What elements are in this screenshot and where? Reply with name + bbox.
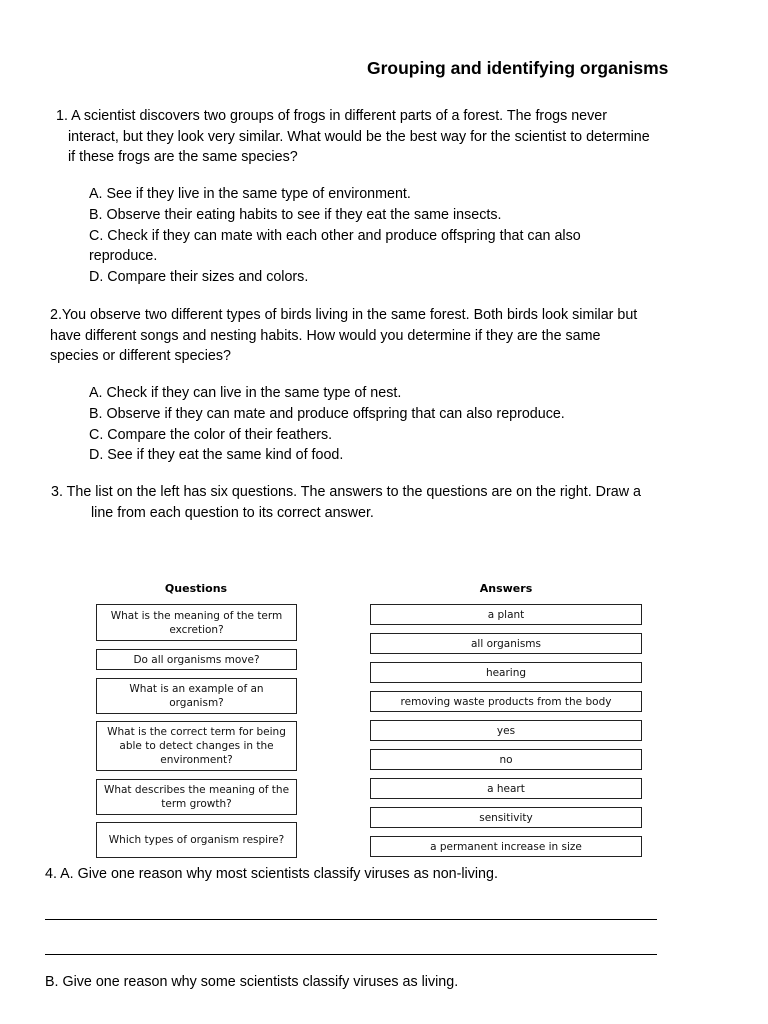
question-1-line: 1. A scientist discovers two groups of frogs in different parts of a forest. The frogs never [56,108,607,124]
matching-answer: a heart [370,778,642,799]
matching-question: What is the meaning of the term excretion? [96,604,297,641]
option-d: D. See if they eat the same kind of food. [89,447,344,464]
question-1-line: interact, but they look very similar. What would be the best way for the scientist to determine [68,128,650,145]
question-1-options [89,184,649,288]
option-d: D. Compare their sizes and colors. [89,269,309,286]
option-c-continued: reproduce. [89,248,158,265]
option-c: C. Check if they can mate with each other and produce offspring that can also [89,227,581,244]
question-3-line: line from each question to its correct answer. [91,504,374,521]
answer-line[interactable] [45,954,657,955]
matching-answer: hearing [370,662,642,683]
question-2 [50,305,700,367]
matching-question: What describes the meaning of the term growth? [96,779,297,815]
option-a: A. See if they live in the same type of environment. [89,186,411,202]
matching-question: What is an example of an organism? [96,678,297,714]
question-3 [51,482,701,523]
matching-answer: a plant [370,604,642,625]
matching-question: What is the correct term for being able to detect changes in the environment? [96,721,297,771]
matching-answer: all organisms [370,633,642,654]
answer-line[interactable] [45,919,657,920]
page-title: Grouping and identifying organisms [367,58,669,78]
matching-answer: sensitivity [370,807,642,828]
question-1-line: if these frogs are the same species? [68,149,298,166]
questions-header: Questions [164,582,228,595]
option-b: B. Observe if they can mate and produce offspring that can also reproduce. [89,405,565,422]
matching-question: Do all organisms move? [96,649,297,670]
question-4b: B. Give one reason why some scientists classify viruses as living. [45,974,459,990]
question-2-line: 2.You observe two different types of birds living in the same forest. Both birds look similar but [50,307,638,323]
answers-header: Answers [479,582,533,595]
question-4a: 4. A. Give one reason why most scientists classify viruses as non-living. [45,866,498,882]
matching-answer: no [370,749,642,770]
question-2-line: species or different species? [50,348,231,365]
option-a: A. Check if they can live in the same type of nest. [89,385,402,401]
option-b: B. Observe their eating habits to see if they eat the same insects. [89,206,502,223]
question-1 [56,106,706,168]
matching-answer: yes [370,720,642,741]
matching-answer: a permanent increase in size [370,836,642,857]
option-c: C. Compare the color of their feathers. [89,426,333,443]
question-3-line: 3. The list on the left has six questions. The answers to the questions are on the right. Draw a [51,484,641,500]
matching-answer: removing waste products from the body [370,691,642,712]
matching-question: Which types of organism respire? [96,822,297,858]
question-2-options [89,383,649,466]
question-2-line: have different songs and nesting habits. How would you determine if they are the same [50,327,601,344]
